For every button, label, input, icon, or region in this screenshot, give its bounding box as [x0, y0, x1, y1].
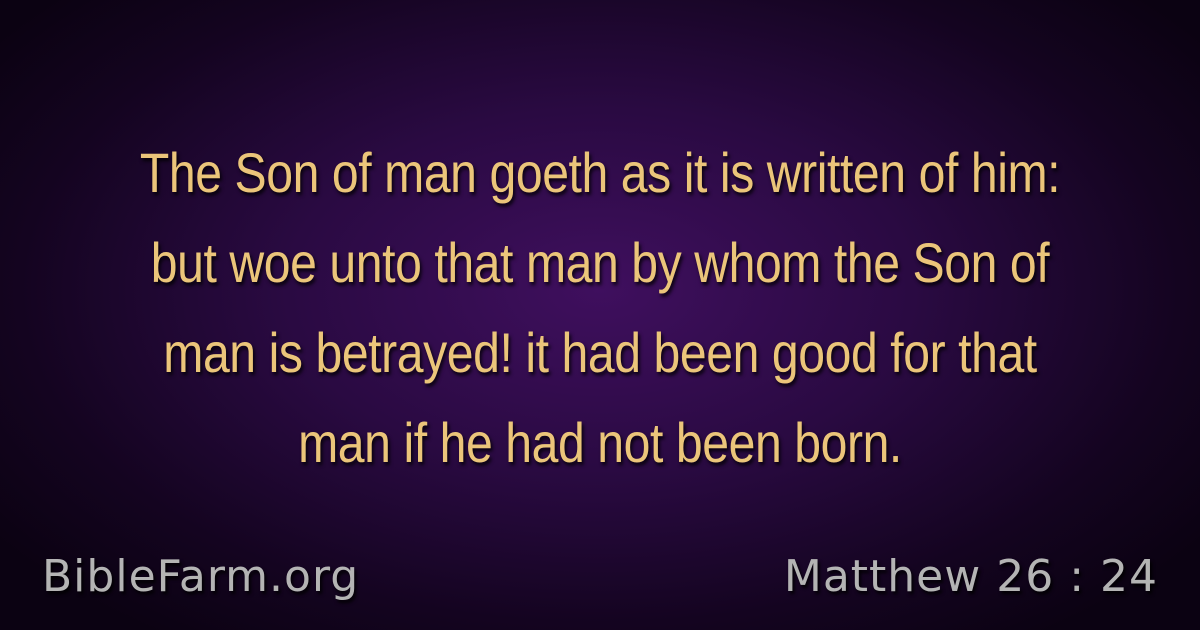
verse-reference: Matthew 26 : 24 — [783, 551, 1158, 602]
site-name: BibleFarm.org — [42, 551, 360, 602]
verse-text: The Son of man goeth as it is written of him: but woe unto that man by whom the Son of man is betrayed! it had been good for that man if he had not been born. — [139, 141, 1061, 474]
